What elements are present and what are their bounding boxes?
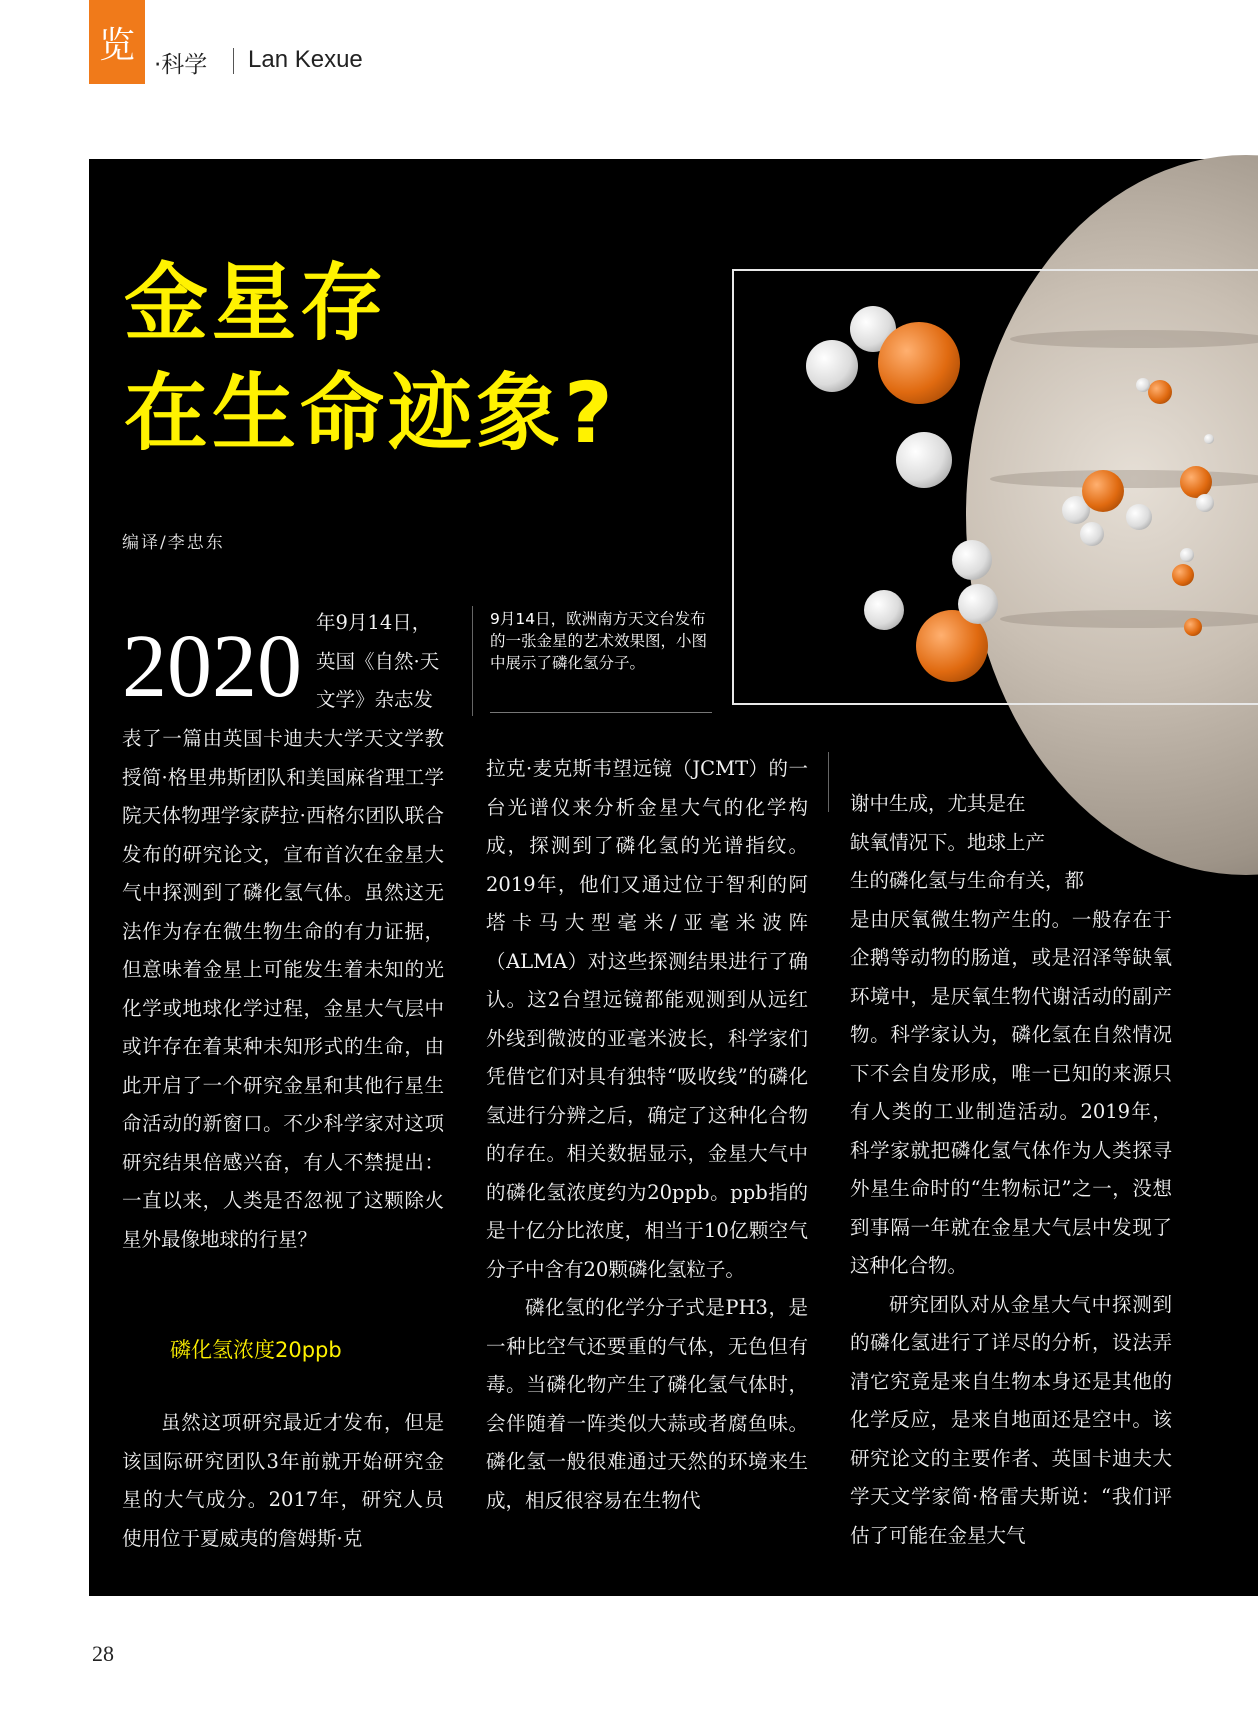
body-paragraph: 拉克·麦克斯韦望远镜（JCMT）的一台光谱仪来分析金星大气的化学构成，探测到了磷化氢的光谱指纹。2019年，他们又通过位于智利的阿塔卡马大型毫米/亚毫米波阵（ALMA）对这些探测结果进行了确认。这2台望远镜都能观测到从远红外线到微波的亚毫米波长，科学家们凭借它们对具有独特“吸收线”的磷化氢进行分辨之后，确定了这种化合物的存在。相关数据显示，金星大气中的磷化氢浓度约为20ppb。ppb指的是十亿分比浓度，相当于10亿颗空气分子中含有20颗磷化氢粒子。 — [486, 757, 808, 1281]
byline: 编译/李忠东 — [122, 533, 225, 553]
section-label: ·科学 — [154, 52, 208, 78]
column-1-body-continued — [122, 1404, 444, 1558]
body-paragraph: 研究团队对从金星大气中探测到的磷化氢进行了详尽的分析，设法弄清它究竟是来自生物本身还是其他的化学反应，是来自地面还是空中。该研究论文的主要作者、英国卡迪夫大学天文学家简·格雷夫斯说：“我们评估了可能在金星大气 — [850, 1292, 1172, 1547]
image-caption: 9月14日，欧洲南方天文台发布的一张金星的艺术效果图，小图中展示了磷化氢分子。 — [490, 610, 708, 672]
drop-line: 年9月14日， — [316, 611, 432, 634]
column-divider — [472, 606, 473, 716]
column-3-body — [850, 785, 1172, 1555]
wrap-line: 生的磷化氢与生命有关，都 — [850, 869, 1085, 892]
title-line-2: 在生命迹象? — [124, 364, 617, 462]
wrap-line: 缺氧情况下。地球上产 — [850, 830, 1046, 854]
body-paragraph: 表了一篇由英国卡迪夫大学天文学教授简·格里弗斯团队和美国麻省理工学院天体物理学家萨拉·西格尔团队联合发布的研究论文，宣布首次在金星大气中探测到了磷化氢气体。虽然这无法作为存在微生物生命的有力证据，但意味着金星上可能发生着未知的光化学或地球化学过程，金星大气层中或许存在着某种未知形式的生命，由此开启了一个研究金星和其他行星生命活动的新窗口。不少科学家对这项研究结果倍感兴奋，有人不禁提出：一直以来，人类是否忽视了这颗除火星外最像地球的行星？ — [122, 727, 444, 1251]
section-pinyin: Lan Kexue — [248, 46, 363, 73]
body-paragraph: 虽然这项研究最近才发布，但是该国际研究团队3年前就开始研究金星的大气成分。2017年，研究人员使用位于夏威夷的詹姆斯·克 — [122, 1411, 444, 1550]
caption-divider — [490, 712, 712, 713]
section-subheading: 磷化氢浓度20ppb — [170, 1338, 342, 1362]
header-divider — [233, 48, 234, 74]
drop-line: 文学》杂志发 — [316, 688, 434, 711]
wrap-line: 谢中生成，尤其是在 — [850, 792, 1026, 815]
column-1-body — [122, 720, 444, 1259]
title-line-1: 金星存 — [124, 254, 389, 352]
molecule-inset-frame — [732, 269, 1258, 705]
article-title — [124, 248, 617, 468]
body-paragraph: 磷化氢的化学分子式是PH3，是一种比空气还要重的气体，无色但有毒。当磷化物产生了磷化氢气体时，会伴随着一阵类似大蒜或者腐鱼味。磷化氢一般很难通过天然的环境来生成，相反很容易在生物代 — [486, 1296, 808, 1512]
column-divider — [828, 752, 829, 812]
magazine-logo: 览 — [89, 0, 145, 84]
drop-cap-year: 2020 — [122, 617, 302, 716]
page-number: 28 — [92, 1641, 114, 1666]
drop-cap-lines — [316, 604, 446, 720]
drop-line: 英国《自然·天 — [316, 649, 440, 673]
body-paragraph: 是由厌氧微生物产生的。一般存在于企鹅等动物的肠道，或是沼泽等缺氧环境中，是厌氧生物代谢活动的副产物。科学家认为，磷化氢在自然情况下不会自发形成，唯一已知的来源只有人类的工业制造活动。2019年，科学家就把磷化氢气体作为人类探寻外星生命时的“生物标记”之一，没想到事隔一年就在金星大气层中发现了这种化合物。 — [850, 907, 1172, 1277]
column-2-body — [486, 750, 808, 1520]
